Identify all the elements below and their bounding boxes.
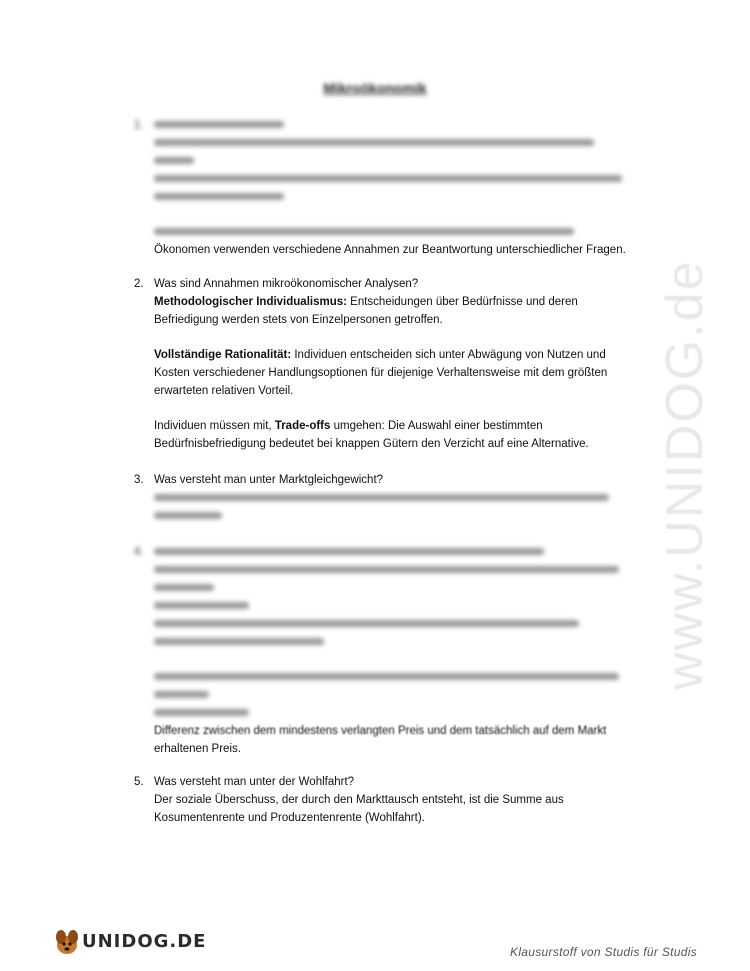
answer-line: Kosumentenrente und Produzentenrente (Wohlfahrt). [154, 812, 425, 824]
answer-line [154, 346, 634, 364]
blurred-line [154, 561, 634, 579]
question-5 [134, 773, 634, 827]
answer-line: Befriedigung werden stets von Einzelpersonen getroffen. [154, 314, 443, 326]
answer-line [154, 293, 634, 311]
question-4 [134, 543, 634, 758]
answer-text: Entscheidungen über Bedürfnisse und deren [346, 296, 578, 308]
blurred-line [154, 188, 634, 206]
watermark: www.UNIDOG.de [656, 259, 714, 690]
blurred-line [154, 134, 634, 152]
question-number: 3. [134, 474, 144, 486]
question-1 [134, 116, 634, 259]
blurred-line [154, 489, 634, 507]
answer-line: erhaltenen Preis. [154, 743, 241, 755]
blurred-line [154, 633, 634, 651]
answer-text: umgehen: Die Auswahl einer bestimmten [330, 420, 543, 432]
blurred-line [154, 116, 634, 134]
answer-text: Individuen entscheiden sich unter Abwägung von Nutzen und [291, 349, 606, 361]
blurred-line [154, 686, 634, 704]
page-title: Mikroökonomik [323, 80, 427, 96]
blurred-line [154, 668, 634, 686]
logo-text: UNIDOG.DE [82, 931, 207, 952]
answer-text: Individuen müssen mit, [154, 420, 275, 432]
dog-icon [52, 925, 82, 959]
question-number: 1. [134, 119, 144, 131]
answer-line: Der soziale Überschuss, der durch den Markttausch entsteht, ist die Summe aus [154, 794, 564, 806]
question-number: 2. [134, 278, 144, 290]
blurred-line [154, 615, 634, 633]
blurred-line [154, 152, 634, 170]
question-number: 5. [134, 776, 144, 788]
blurred-line [154, 170, 634, 188]
unidog-logo [52, 925, 207, 959]
question-title: Was versteht man unter Marktgleichgewicht? [154, 474, 384, 486]
blurred-line [154, 579, 634, 597]
footer-slogan: Klausurstoff von Studis für Studis [510, 945, 697, 959]
answer-line: Differenz zwischen dem mindestens verlangten Preis und dem tatsächlich auf dem Markt [154, 725, 607, 737]
question-3 [134, 471, 634, 525]
question-title: Was sind Annahmen mikroökonomischer Analysen? [154, 278, 419, 290]
answer-line: erwarteten relativen Vorteil. [154, 385, 294, 397]
bold-term: Methodologischer Individualismus: [154, 296, 347, 308]
answer-line [154, 417, 634, 435]
question-number: 4. [134, 546, 144, 558]
blurred-line [154, 597, 634, 615]
answer-line: Bedürfnisbefriedigung bedeutet bei knappen Gütern den Verzicht auf eine Alternative. [154, 438, 589, 450]
question-2 [134, 275, 634, 453]
blurred-line [154, 223, 634, 241]
bold-term: Vollständige Rationalität: [154, 349, 292, 361]
blurred-line [154, 704, 634, 722]
blurred-line [154, 543, 634, 561]
blurred-line [154, 507, 634, 525]
answer-line: Kosten verschiedener Handlungsoptionen für diejenige Verhaltensweise mit dem größten [154, 367, 608, 379]
question-title: Was versteht man unter der Wohlfahrt? [154, 776, 355, 788]
answer-line: Ökonomen verwenden verschiedene Annahmen zur Beantwortung unterschiedlicher Fragen. [154, 244, 626, 256]
bold-term: Trade-offs [274, 420, 331, 432]
